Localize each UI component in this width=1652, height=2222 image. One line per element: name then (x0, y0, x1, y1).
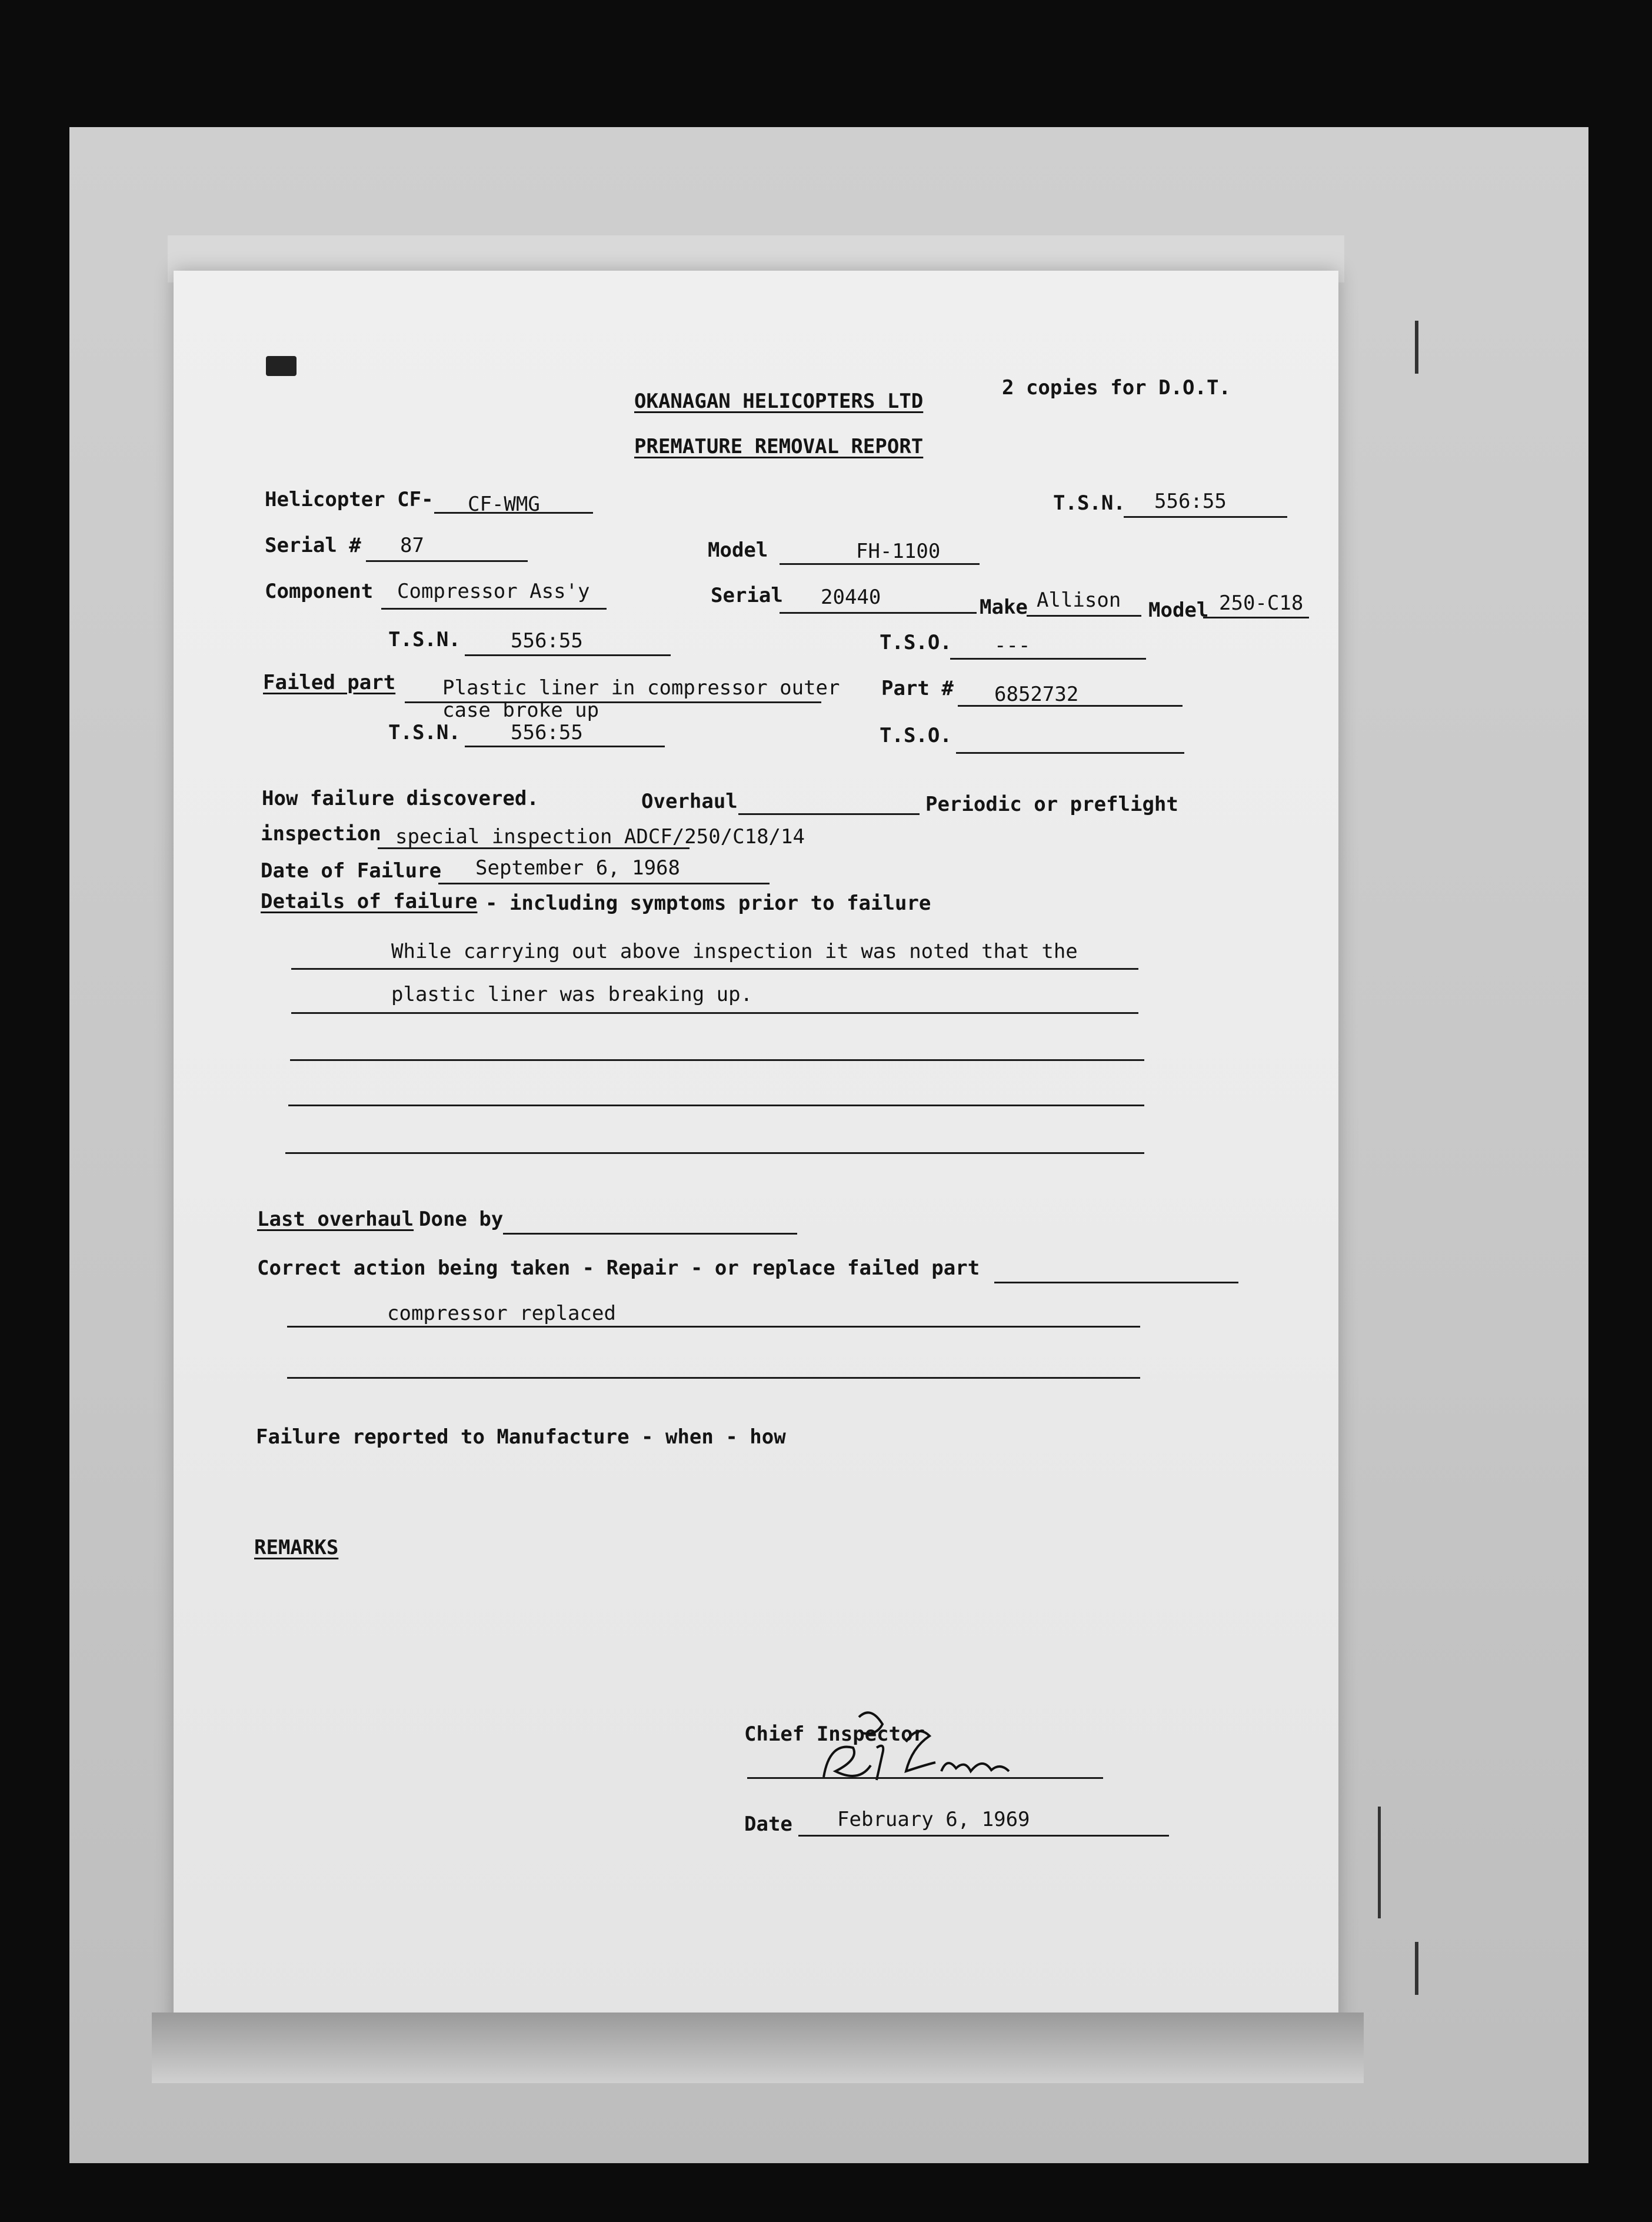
model-label: Model (708, 538, 768, 562)
done-by-label: Done by (419, 1208, 504, 1231)
part-number-underline (958, 705, 1183, 707)
periodic-preflight-label: Periodic or preflight (925, 793, 1178, 816)
details-underline-5 (285, 1152, 1144, 1154)
bracket-mark-right (1378, 1807, 1381, 1918)
date-of-failure-value: September 6, 1968 (475, 856, 680, 880)
part-number-value: 6852732 (994, 683, 1079, 706)
correct-action-label: Correct action being taken - Repair - or replace failed part (257, 1256, 980, 1280)
component-serial-underline (780, 612, 977, 614)
component-model-underline (1203, 617, 1309, 618)
date-of-failure-underline (438, 883, 770, 884)
failed-part-action-underline (994, 1282, 1238, 1283)
sign-date-value: February 6, 1969 (837, 1808, 1030, 1831)
helicopter-label: Helicopter CF- (265, 488, 434, 511)
action-underline-2 (287, 1377, 1140, 1379)
inspection-label: inspection (261, 822, 381, 846)
chief-inspector-label: Chief Inspector (744, 1722, 925, 1746)
correct-action-value: compressor replaced (387, 1302, 616, 1325)
component-serial-value: 20440 (821, 586, 881, 609)
details-underline-3 (290, 1059, 1144, 1061)
copies-note: 2 copies for D.O.T. (1002, 376, 1231, 400)
serial-value: 87 (400, 534, 424, 557)
make-underline (1027, 615, 1141, 617)
inspector-signature (788, 1707, 1118, 1795)
serial-underline (366, 560, 528, 562)
failed-part-tso-label: T.S.O. (880, 724, 952, 747)
inspection-underline (378, 847, 690, 849)
serial-label: Serial # (265, 534, 361, 557)
date-of-failure-label: Date of Failure (261, 859, 442, 883)
clip-mark (266, 356, 297, 376)
helicopter-tsn-value: 556:55 (1154, 490, 1227, 513)
last-overhaul-label: Last overhaul (257, 1208, 414, 1231)
signature-text (800, 1783, 804, 1784)
bracket-mark-bottom (1415, 1942, 1418, 1995)
model-underline (780, 563, 980, 565)
details-underline-2 (291, 1012, 1138, 1014)
action-underline-1 (287, 1326, 1140, 1328)
component-underline (381, 608, 607, 610)
report-title: PREMATURE REMOVAL REPORT (634, 435, 924, 458)
make-value: Allison (1037, 588, 1121, 612)
model-value: FH-1100 (856, 540, 941, 563)
component-tso-label: T.S.O. (880, 631, 952, 654)
failed-part-tsn-label: T.S.N. (388, 721, 461, 744)
component-tsn-underline (465, 654, 671, 656)
details-underline-1 (291, 968, 1138, 970)
overhaul-label: Overhaul (641, 790, 738, 813)
reported-to-manufacture-label: Failure reported to Manufacture - when - how (256, 1425, 786, 1449)
details-line2: plastic liner was breaking up. (391, 983, 753, 1006)
failed-part-value-line1: Plastic liner in compressor outer (442, 676, 840, 700)
component-tso-value: --- (994, 634, 1031, 657)
sheet-bottom-edge (152, 2013, 1364, 2083)
sign-date-label: Date (744, 1812, 792, 1836)
inspection-value: special inspection ADCF/250/C18/14 (395, 825, 805, 849)
component-tso-underline (950, 658, 1146, 660)
component-model-value: 250-C18 (1219, 591, 1304, 615)
company-name: OKANAGAN HELICOPTERS LTD (634, 390, 924, 413)
failed-part-value-line2: case broke up (442, 698, 599, 722)
helicopter-value: CF-WMG (468, 493, 540, 516)
details-line1: While carrying out above inspection it was noted that the (391, 940, 1078, 963)
failed-part-tsn-value: 556:55 (511, 721, 583, 744)
failed-part-label: Failed part (263, 671, 396, 694)
remarks-label: REMARKS (254, 1536, 339, 1559)
failed-part-tsn-underline (465, 746, 665, 747)
part-number-label: Part # (881, 677, 954, 700)
component-label: Component (265, 580, 374, 603)
details-of-failure-suffix: - including symptoms prior to failure (485, 892, 931, 915)
how-discovered-label: How failure discovered. (262, 787, 539, 810)
component-value: Compressor Ass'y (397, 580, 590, 603)
helicopter-tsn-label: T.S.N. (1053, 491, 1125, 515)
component-serial-label: Serial (711, 584, 783, 607)
component-model-label: Model (1148, 598, 1209, 622)
sign-date-underline (798, 1835, 1169, 1837)
details-underline-4 (288, 1105, 1144, 1106)
details-of-failure-label: Details of failure (261, 890, 478, 913)
overhaul-underline (738, 813, 920, 815)
helicopter-underline (434, 512, 593, 514)
make-label: Make (980, 596, 1028, 619)
done-by-underline (503, 1233, 797, 1235)
bracket-mark-top (1415, 321, 1418, 374)
signature-underline (747, 1777, 1103, 1779)
component-tsn-label: T.S.N. (388, 628, 461, 651)
component-tsn-value: 556:55 (511, 629, 583, 653)
failed-part-tso-underline (956, 752, 1184, 754)
helicopter-tsn-underline (1124, 516, 1287, 518)
